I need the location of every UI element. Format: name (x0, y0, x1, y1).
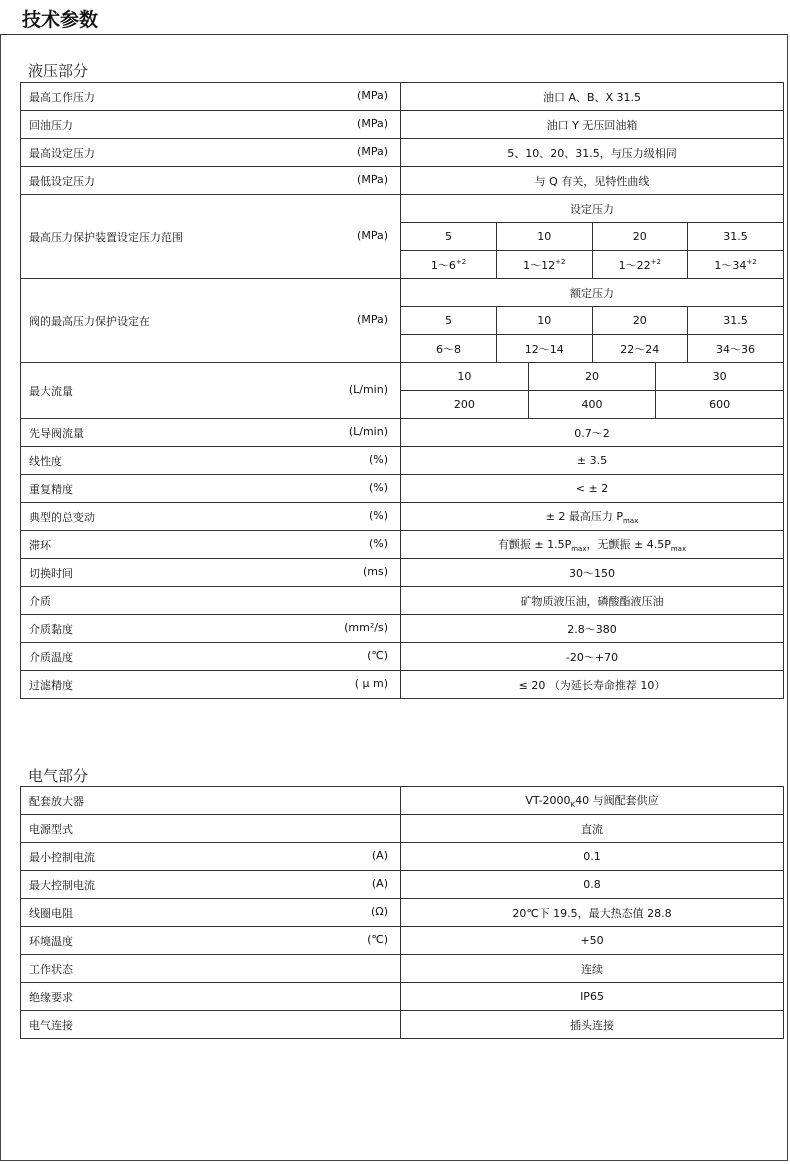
protect-setting-subtable (401, 279, 783, 362)
row-unit: (Ω) (371, 904, 388, 918)
row-unit: (MPa) (357, 228, 388, 242)
table-row (21, 83, 784, 111)
range-cell: $1\sim 22^{+2}$ (592, 251, 688, 279)
level-cell: 31.5 (688, 307, 784, 335)
table-row (21, 815, 784, 843)
table-row (21, 503, 784, 531)
row-unit: (℃) (367, 932, 388, 946)
table-row (21, 927, 784, 955)
row-value: 插头连接 (401, 1011, 784, 1039)
table-row (21, 843, 784, 871)
row-value: 0.1 (401, 843, 784, 871)
row-unit: (%) (368, 508, 388, 522)
row-value: 油口 A、B、X 31.5 (401, 83, 784, 111)
level-cell: 10 (497, 223, 593, 251)
row-label: 最高设定压力 (29, 146, 95, 160)
level-cell: 5 (401, 223, 497, 251)
row-value: 直流 (401, 815, 784, 843)
row-label: 环境温度 (29, 934, 73, 948)
row-label: 最大流量 (29, 384, 73, 398)
table-row (21, 955, 784, 983)
level-cell: 20 (592, 307, 688, 335)
hydraulic-table (20, 82, 784, 699)
row-label: 切换时间 (29, 566, 73, 580)
row-value: IP65 (401, 983, 784, 1011)
row-value: 有颤振 ± $1.5P_{max}$，无颤振 ± $4.5P_{max}$ (401, 531, 784, 559)
flow-cell: 400 (528, 391, 655, 419)
table-row (21, 643, 784, 671)
row-label: 线圈电阻 (29, 906, 73, 920)
row-value: 5、10、20、31.5，与压力级相同 (401, 139, 784, 167)
row-unit: (A) (371, 876, 388, 890)
row-label: 最大控制电流 (29, 878, 95, 892)
row-unit: (%) (368, 480, 388, 494)
row-label: 最高压力保护装置设定压力范围 (29, 230, 183, 244)
row-label: 过滤精度 (29, 678, 73, 692)
row-label: 滞环 (29, 538, 51, 552)
row-label: 最高工作压力 (29, 90, 95, 104)
setting-cell: 22～24 (592, 335, 688, 363)
setting-cell: 12～14 (497, 335, 593, 363)
flow-cell: 600 (709, 398, 731, 411)
setting-cell: 34～36 (716, 342, 755, 356)
row-value: ≤ 20 （为延长寿命推荐 10） (401, 671, 784, 699)
flow-cell: 200 (401, 391, 528, 419)
protect-range-subtable (401, 195, 783, 278)
row-unit: ( μ m) (354, 676, 388, 690)
page-title: 技术参数 (22, 9, 99, 31)
row-label: 绝缘要求 (29, 990, 73, 1004)
row-label: 最低设定压力 (29, 174, 95, 188)
table-row (21, 983, 784, 1011)
flow-cell: 30 (656, 363, 783, 391)
row-unit: (%) (368, 536, 388, 550)
row-unit: (A) (371, 848, 388, 862)
table-row (21, 587, 784, 615)
table-row (21, 475, 784, 503)
row-label: 先导阀流量 (29, 426, 84, 440)
row-unit: (℃) (367, 648, 388, 662)
range-cell: $1\sim 6^{+2}$ (401, 251, 497, 279)
row-label: 阀的最高压力保护设定在 (29, 314, 150, 328)
table-row (21, 167, 784, 195)
level-cell: 20 (592, 223, 688, 251)
title-bar (0, 0, 788, 35)
row-unit: (L/min) (348, 424, 388, 438)
row-value: 连续 (401, 955, 784, 983)
max-flow-subtable (401, 363, 783, 418)
row-label: 工作状态 (29, 962, 73, 976)
table-row (21, 1011, 784, 1039)
range-cell: $1\sim 34^{+2}$ (714, 257, 757, 272)
electrical-section-title: 电气部分 (28, 767, 89, 785)
table-row (21, 559, 784, 587)
row-value: ± 3.5 (401, 447, 784, 475)
table-row (21, 899, 784, 927)
table-row (21, 363, 784, 419)
table-row (21, 871, 784, 899)
table-row (21, 615, 784, 643)
row-label: 典型的总变动 (29, 510, 95, 524)
level-cell: 31.5 (688, 223, 784, 251)
row-value: +50 (401, 927, 784, 955)
row-unit: (%) (368, 452, 388, 466)
row-unit: (MPa) (357, 116, 388, 130)
row-value: 30～150 (401, 559, 784, 587)
row-label: 回油压力 (29, 118, 73, 132)
electrical-table (20, 786, 784, 1039)
row-label: 介质 (29, 594, 51, 608)
row-label: 配套放大器 (29, 794, 84, 808)
row-value: 矿物质液压油，磷酸酯液压油 (401, 587, 784, 615)
row-value: 20℃下 19.5，最大热态值 28.8 (401, 899, 784, 927)
row-value: $VT-2000_K40$ 与阀配套供应 (401, 787, 784, 815)
table-row (21, 787, 784, 815)
table-row (21, 279, 784, 363)
row-unit: (MPa) (357, 312, 388, 326)
row-value: 0.7～2 (401, 419, 784, 447)
subheader: 额定压力 (401, 279, 783, 307)
row-unit: (mm²/s) (344, 620, 388, 634)
hydraulic-section-title: 液压部分 (28, 62, 89, 80)
subheader: 设定压力 (401, 195, 783, 223)
row-label: 重复精度 (29, 482, 73, 496)
row-label: 介质温度 (29, 650, 73, 664)
row-value: ± 2 最高压力 $P_{max}$ (401, 503, 784, 531)
setting-cell: 6～8 (401, 335, 497, 363)
level-cell: 5 (401, 307, 497, 335)
table-row (21, 419, 784, 447)
flow-cell: 20 (528, 363, 655, 391)
row-unit: (MPa) (357, 144, 388, 158)
table-row (21, 671, 784, 699)
row-value: -20～+70 (401, 643, 784, 671)
row-label: 电源型式 (29, 822, 73, 836)
table-row (21, 111, 784, 139)
row-value: 0.8 (401, 871, 784, 899)
row-value: 油口 Y 无压回油箱 (401, 111, 784, 139)
table-row (21, 531, 784, 559)
row-label: 电气连接 (29, 1018, 73, 1032)
row-unit: (MPa) (357, 88, 388, 102)
table-row (21, 139, 784, 167)
row-label: 线性度 (29, 454, 62, 468)
flow-cell: 10 (401, 363, 528, 391)
row-unit: (L/min) (348, 382, 388, 396)
row-value: 2.8～380 (401, 615, 784, 643)
table-row (21, 195, 784, 279)
row-unit: (ms) (362, 564, 388, 578)
row-value: < ± 2 (401, 475, 784, 503)
row-value: 与 Q 有关，见特性曲线 (401, 167, 784, 195)
range-cell: $1\sim 12^{+2}$ (497, 251, 593, 279)
level-cell: 10 (497, 307, 593, 335)
row-unit: (MPa) (357, 172, 388, 186)
row-label: 介质黏度 (29, 622, 73, 636)
row-label: 最小控制电流 (29, 850, 95, 864)
table-row (21, 447, 784, 475)
